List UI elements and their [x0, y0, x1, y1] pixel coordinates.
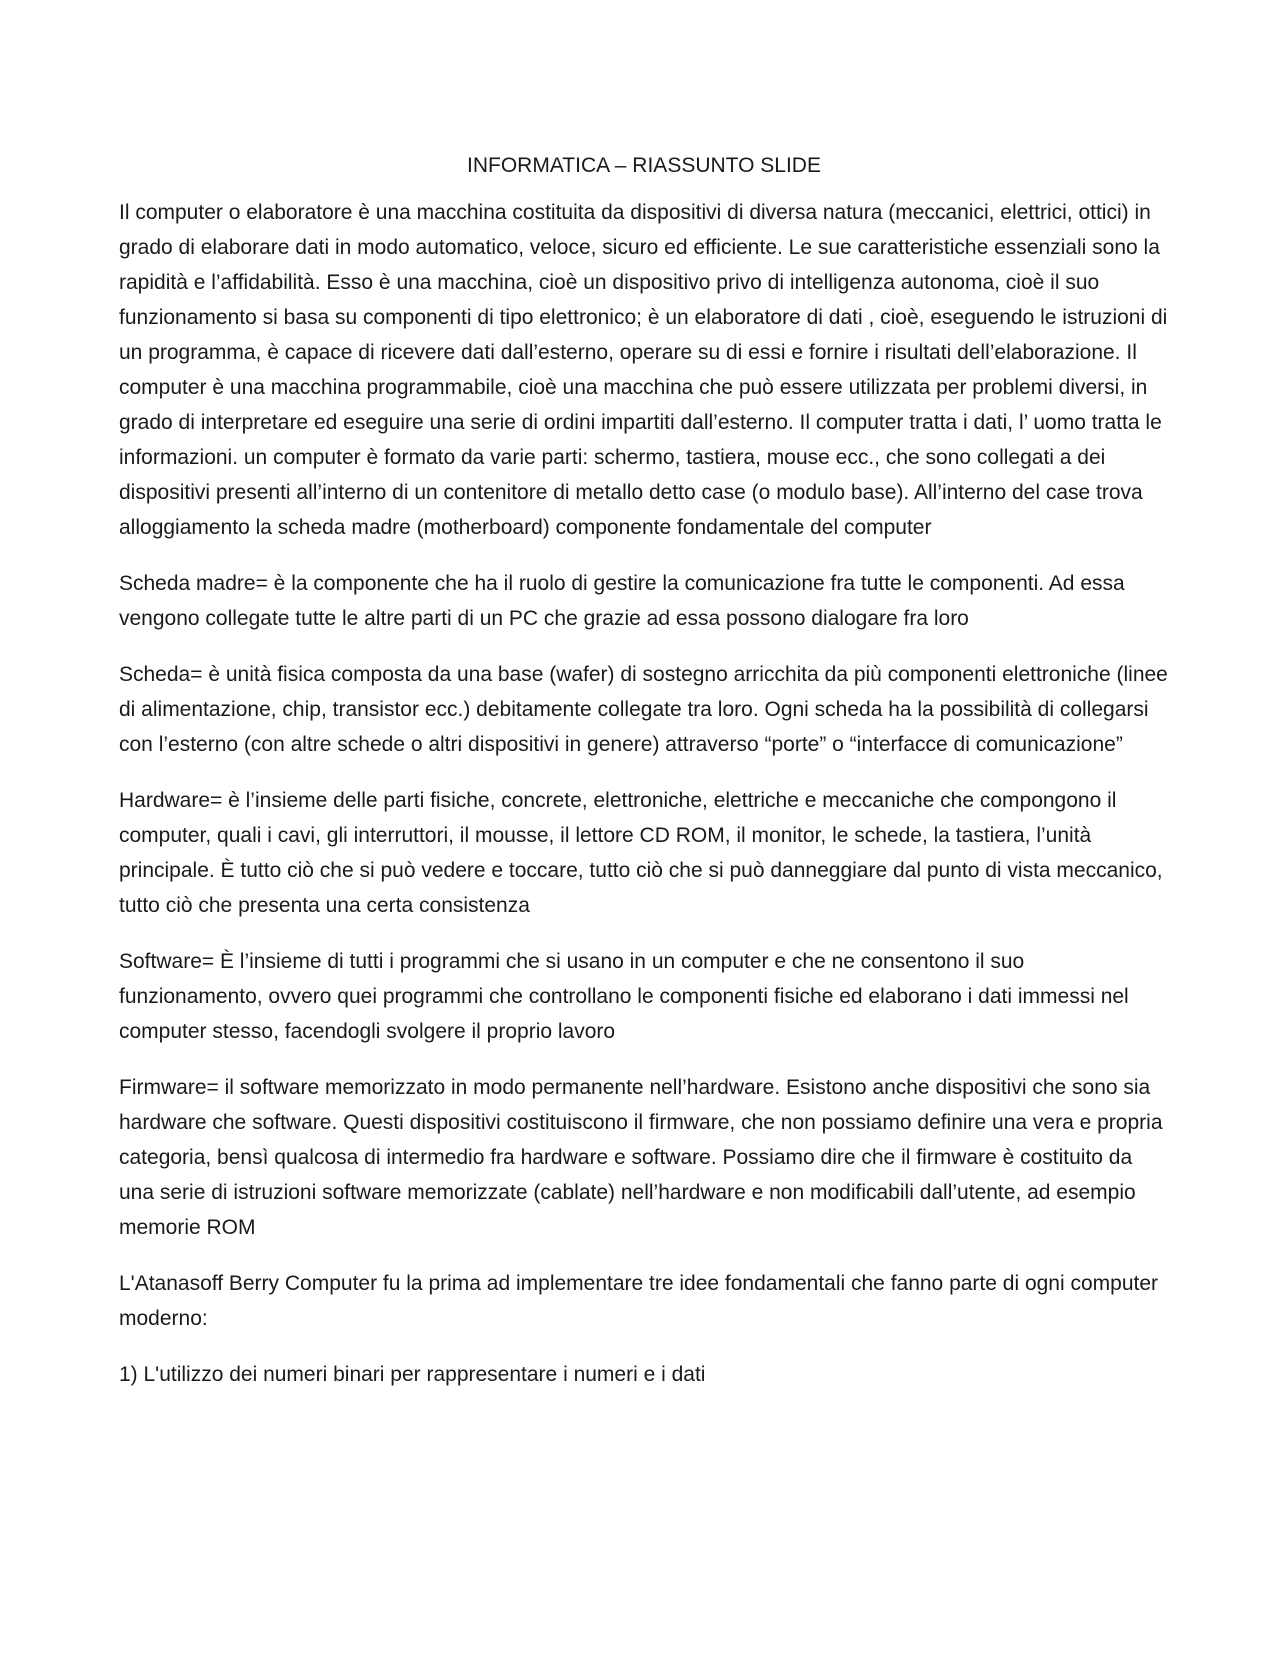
- paragraph-binary-numbers: 1) L'utilizzo dei numeri binari per rappresentare i numeri e i dati: [119, 1363, 706, 1386]
- document-title: INFORMATICA – RIASSUNTO SLIDE: [467, 154, 821, 177]
- paragraph-software: Software= È l’insieme di tutti i programmi che si usano in un computer e che ne consentono il suo funzionamento, ovvero quei programmi che controllano le componenti fisiche ed elaborano i dati immessi nel computer stesso, facendogli svolgere il proprio lavoro: [119, 950, 1129, 1043]
- paragraph-firmware: Firmware= il software memorizzato in modo permanente nell’hardware. Esistono anche dispositivi che sono sia hardware che software. Questi dispositivi costituiscono il firmware, che non possiamo definire una vera e propria categoria, bensì qualcosa di intermedio fra hardware e software. Possiamo dire che il firmware è costituito da una serie di istruzioni software memorizzate (cablate) nell’hardware e non modificabili dall’utente, ad esempio memorie ROM: [119, 1076, 1163, 1239]
- paragraph-computer-definition: Il computer o elaboratore è una macchina costituita da dispositivi di diversa natura (meccanici, elettrici, ottici) in grado di elaborare dati in modo automatico, veloce, sicuro ed efficiente. Le sue caratteristiche essenziali sono la rapidità e l’affidabilità. Esso è una macchina, cioè un dispositivo privo di intelligenza autonoma, cioè il suo funzionamento si basa su componenti di tipo elettronico; è un elaboratore di dati , cioè, eseguendo le istruzioni di un programma, è capace di ricevere dati dall’esterno, operare su di essi e fornire i risultati dell’elaborazione. Il computer è una macchina programmabile, cioè una macchina che può essere utilizzata per problemi diversi, in grado di interpretare ed eseguire una serie di ordini impartiti dall’esterno. Il computer tratta i dati, l’ uomo tratta le informazioni. un computer è formato da varie parti: schermo, tastiera, mouse ecc., che sono collegati a dei dispositivi presenti all’interno di un contenitore di metallo detto case (o modulo base). All’interno del case trova alloggiamento la scheda madre (motherboard) componente fondamentale del computer: [119, 201, 1168, 539]
- paragraph-atanasoff-berry: L'Atanasoff Berry Computer fu la prima ad implementare tre idee fondamentali che fanno parte di ogni computer moderno:: [119, 1272, 1159, 1330]
- document-body: [119, 148, 1169, 1413]
- paragraph-scheda-madre: Scheda madre= è la componente che ha il ruolo di gestire la comunicazione fra tutte le componenti. Ad essa vengono collegate tutte le altre parti di un PC che grazie ad essa possono dialogare fra loro: [119, 572, 1125, 630]
- paragraph-hardware: Hardware= è l’insieme delle parti fisiche, concrete, elettroniche, elettriche e meccaniche che compongono il computer, quali i cavi, gli interruttori, il mousse, il lettore CD ROM, il monitor, le schede, la tastiera, l’unità principale. È tutto ciò che si può vedere e toccare, tutto ciò che si può danneggiare dal punto di vista meccanico, tutto ciò che presenta una certa consistenza: [119, 789, 1163, 917]
- paragraph-scheda: Scheda= è unità fisica composta da una base (wafer) di sostegno arricchita da più componenti elettroniche (linee di alimentazione, chip, transistor ecc.) debitamente collegate tra loro. Ogni scheda ha la possibilità di collegarsi con l’esterno (con altre schede o altri dispositivi in genere) attraverso “porte” o “interfacce di comunicazione”: [119, 663, 1168, 756]
